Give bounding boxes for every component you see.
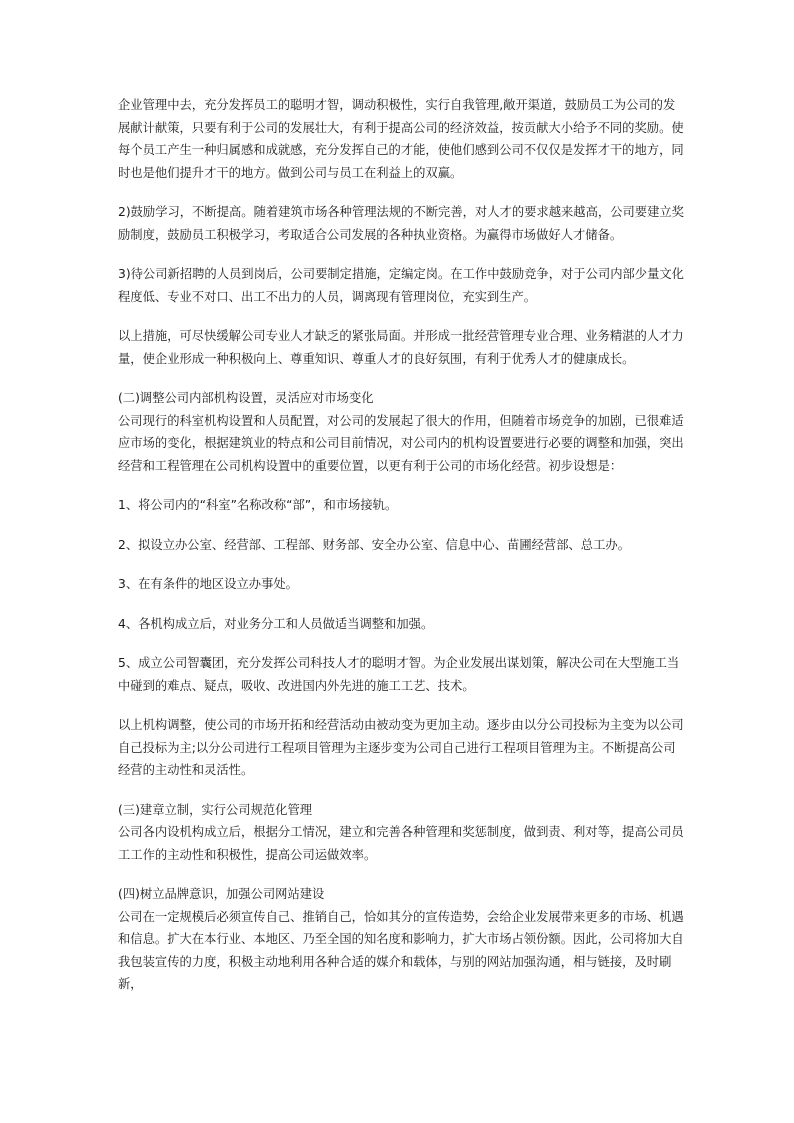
paragraph-encourage-learning: 2)鼓励学习，不断提高。随着建筑市场各种管理法规的不断完善，对人才的要求越来越高，公司要建立奖励制度，鼓励员工积极学习，考取适合公司发展的各种执业资格。为赢得市场做好人才储备。	[118, 205, 684, 242]
list-item-5: 5、成立公司智囊团，充分发挥公司科技人才的聪明才智。为企业发展出谋划策，解决公司在大型施工当中碰到的难点、疑点，吸收、改进国内外先进的施工工艺、技术。	[118, 656, 680, 693]
section-heading-4: (四)树立品牌意识，加强公司网站建设	[118, 887, 325, 901]
list-item-3: 3、在有条件的地区设立办事处。	[118, 577, 298, 591]
paragraph-branding: 公司在一定规模后必须宣传自己、推销自己，恰如其分的宣传造势，会给企业发展带来更多的市场、机遇和信息。扩大在本行业、本地区、乃至全国的知名度和影响力，扩大市场占领份额。因此，公司将加大自我包装宣传的力度，积极主动地利用各种合适的媒介和载体，与别的网站加强沟通，相与链接，及时刷新，	[118, 909, 684, 991]
list-item-2: 2、拟设立办公室、经营部、工程部、财务部、安全办公室、信息中心、苗圃经营部、总工办。	[118, 537, 630, 552]
paragraph-regulations: 公司各内设机构成立后，根据分工情况，建立和完善各种管理和奖惩制度，做到责、利对等，提高公司员工工作的主动性和积极性，提高公司运做效率。	[118, 825, 684, 862]
section-heading-3: (三)建章立制，实行公司规范化管理	[118, 802, 313, 817]
paragraph-new-hires: 3)待公司新招聘的人员到岗后，公司要制定措施，定编定岗。在工作中鼓励竞争，对于公司内部少量文化程度低、专业不对口、出工不出力的人员，调离现有管理岗位，充实到生产。	[118, 267, 684, 304]
paragraph-org-structure: 公司现行的科室机构设置和人员配置，对公司的发展起了很大的作用，但随着市场竞争的加剧，已很难适应市场的变化，根据建筑业的特点和公司目前情况，对公司内的机构设置要进行必要的调整和加强，突出经营和工程管理在公司机构设置中的重要位置，以更有利于公司的市场化经营。初步设想是：	[118, 413, 684, 473]
list-item-1: 1、将公司内的“科室”名称改称“部”，和市场接轨。	[118, 498, 398, 512]
section-heading-2: (二)调整公司内部机构设置，灵活应对市场变化	[118, 391, 374, 405]
paragraph-employee-participation: 企业管理中去，充分发挥员工的聪明才智，调动积极性，实行自我管理,敞开渠道，鼓励员工为公司的发展献计献策，只要有利于公司的发展壮大，有利于提高公司的经济效益，按贡献大小给予不同的奖励。使每个员工产生一种归属感和成就感，充分发挥自己的才能，使他们感到公司不仅仅是发挥才干的地方，同时也是他们提升才干的地方。做到公司与员工在利益上的双赢。	[118, 98, 684, 180]
paragraph-measures-summary: 以上措施，可尽快缓解公司专业人才缺乏的紧张局面。并形成一批经营管理专业合理、业务精湛的人才力量，使企业形成一种积极向上、尊重知识、尊重人才的良好氛围，有利于优秀人才的健康成长。	[118, 329, 684, 366]
paragraph-restructure-summary: 以上机构调整，使公司的市场开拓和经营活动由被动变为更加主动。逐步由以分公司投标为主变为以公司自己投标为主;以分公司进行工程项目管理为主逐步变为公司自己进行工程项目管理为主。不断提高公司经营的主动性和灵活性。	[118, 718, 684, 777]
document-body	[118, 94, 686, 996]
list-item-4: 4、各机构成立后，对业务分工和人员做适当调整和加强。	[118, 616, 434, 631]
